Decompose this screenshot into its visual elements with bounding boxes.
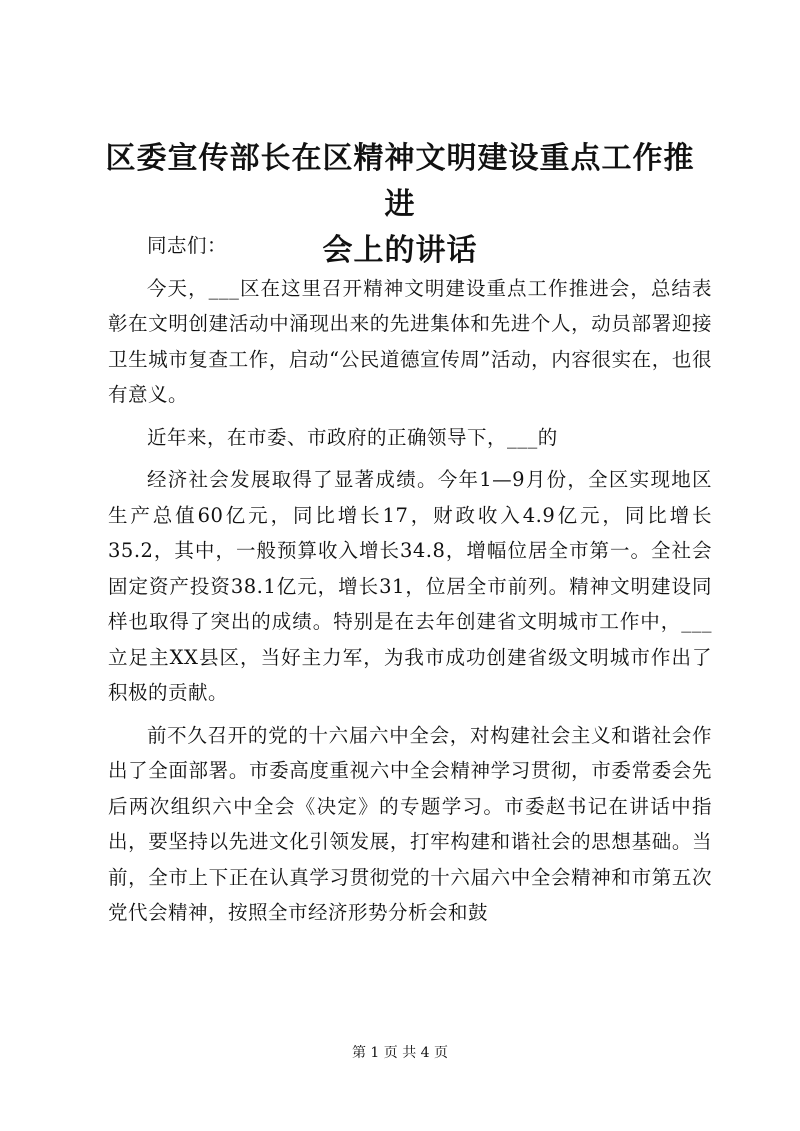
paragraph-3: 经济社会发展取得了显著成绩。今年1—9月份，全区实现地区生产总值60亿元，同比增长17，财政收入4.9亿元，同比增长35.2，其中，一般预算收入增长34.8，增幅位居全市第一。全社会固定资产投资38.1亿元，增长31，位居全市前列。精神文明建设同样也取得了突出的成绩。特别是在去年创建省文明城市工作中，___立足主XX县区，当好主力军，为我市成功创建省级文明城市作出了积极的贡献。 <box>108 468 712 704</box>
paragraph-4: 前不久召开的党的十六届六中全会，对构建社会主义和谐社会作出了全面部署。市委高度重视六中全会精神学习贯彻，市委常委会先后两次组织六中全会《决定》的专题学习。市委赵书记在讲话中指出，要坚持以先进文化引领发展，打牢构建和谐社会的思想基础。当前，全市上下正在认真学习贯彻党的十六届六中全会精神和市第五次党代会精神，按照全市经济形势分析会和鼓 <box>108 723 712 924</box>
salutation: 同志们： <box>147 234 228 257</box>
title-line-1: 区委宣传部长在区精神文明建设重点工作推进 <box>105 141 695 222</box>
paragraph-2: 近年来，在市委、市政府的正确领导下，___的 <box>147 425 558 449</box>
page-footer <box>0 1043 800 1063</box>
page-number: 第 1 页 共 4 页 <box>351 1045 449 1061</box>
paragraph-1: 今天，___区在这里召开精神文明建设重点工作推进会，总结表彰在文明创建活动中涌现出来的先进集体和先进个人，动员部署迎接卫生城市复查工作，启动“公民道德宣传周”活动，内容很实在，也很有意义。 <box>108 276 712 406</box>
document-body <box>108 228 712 931</box>
title-line-2: 会上的讲话 <box>322 233 478 268</box>
